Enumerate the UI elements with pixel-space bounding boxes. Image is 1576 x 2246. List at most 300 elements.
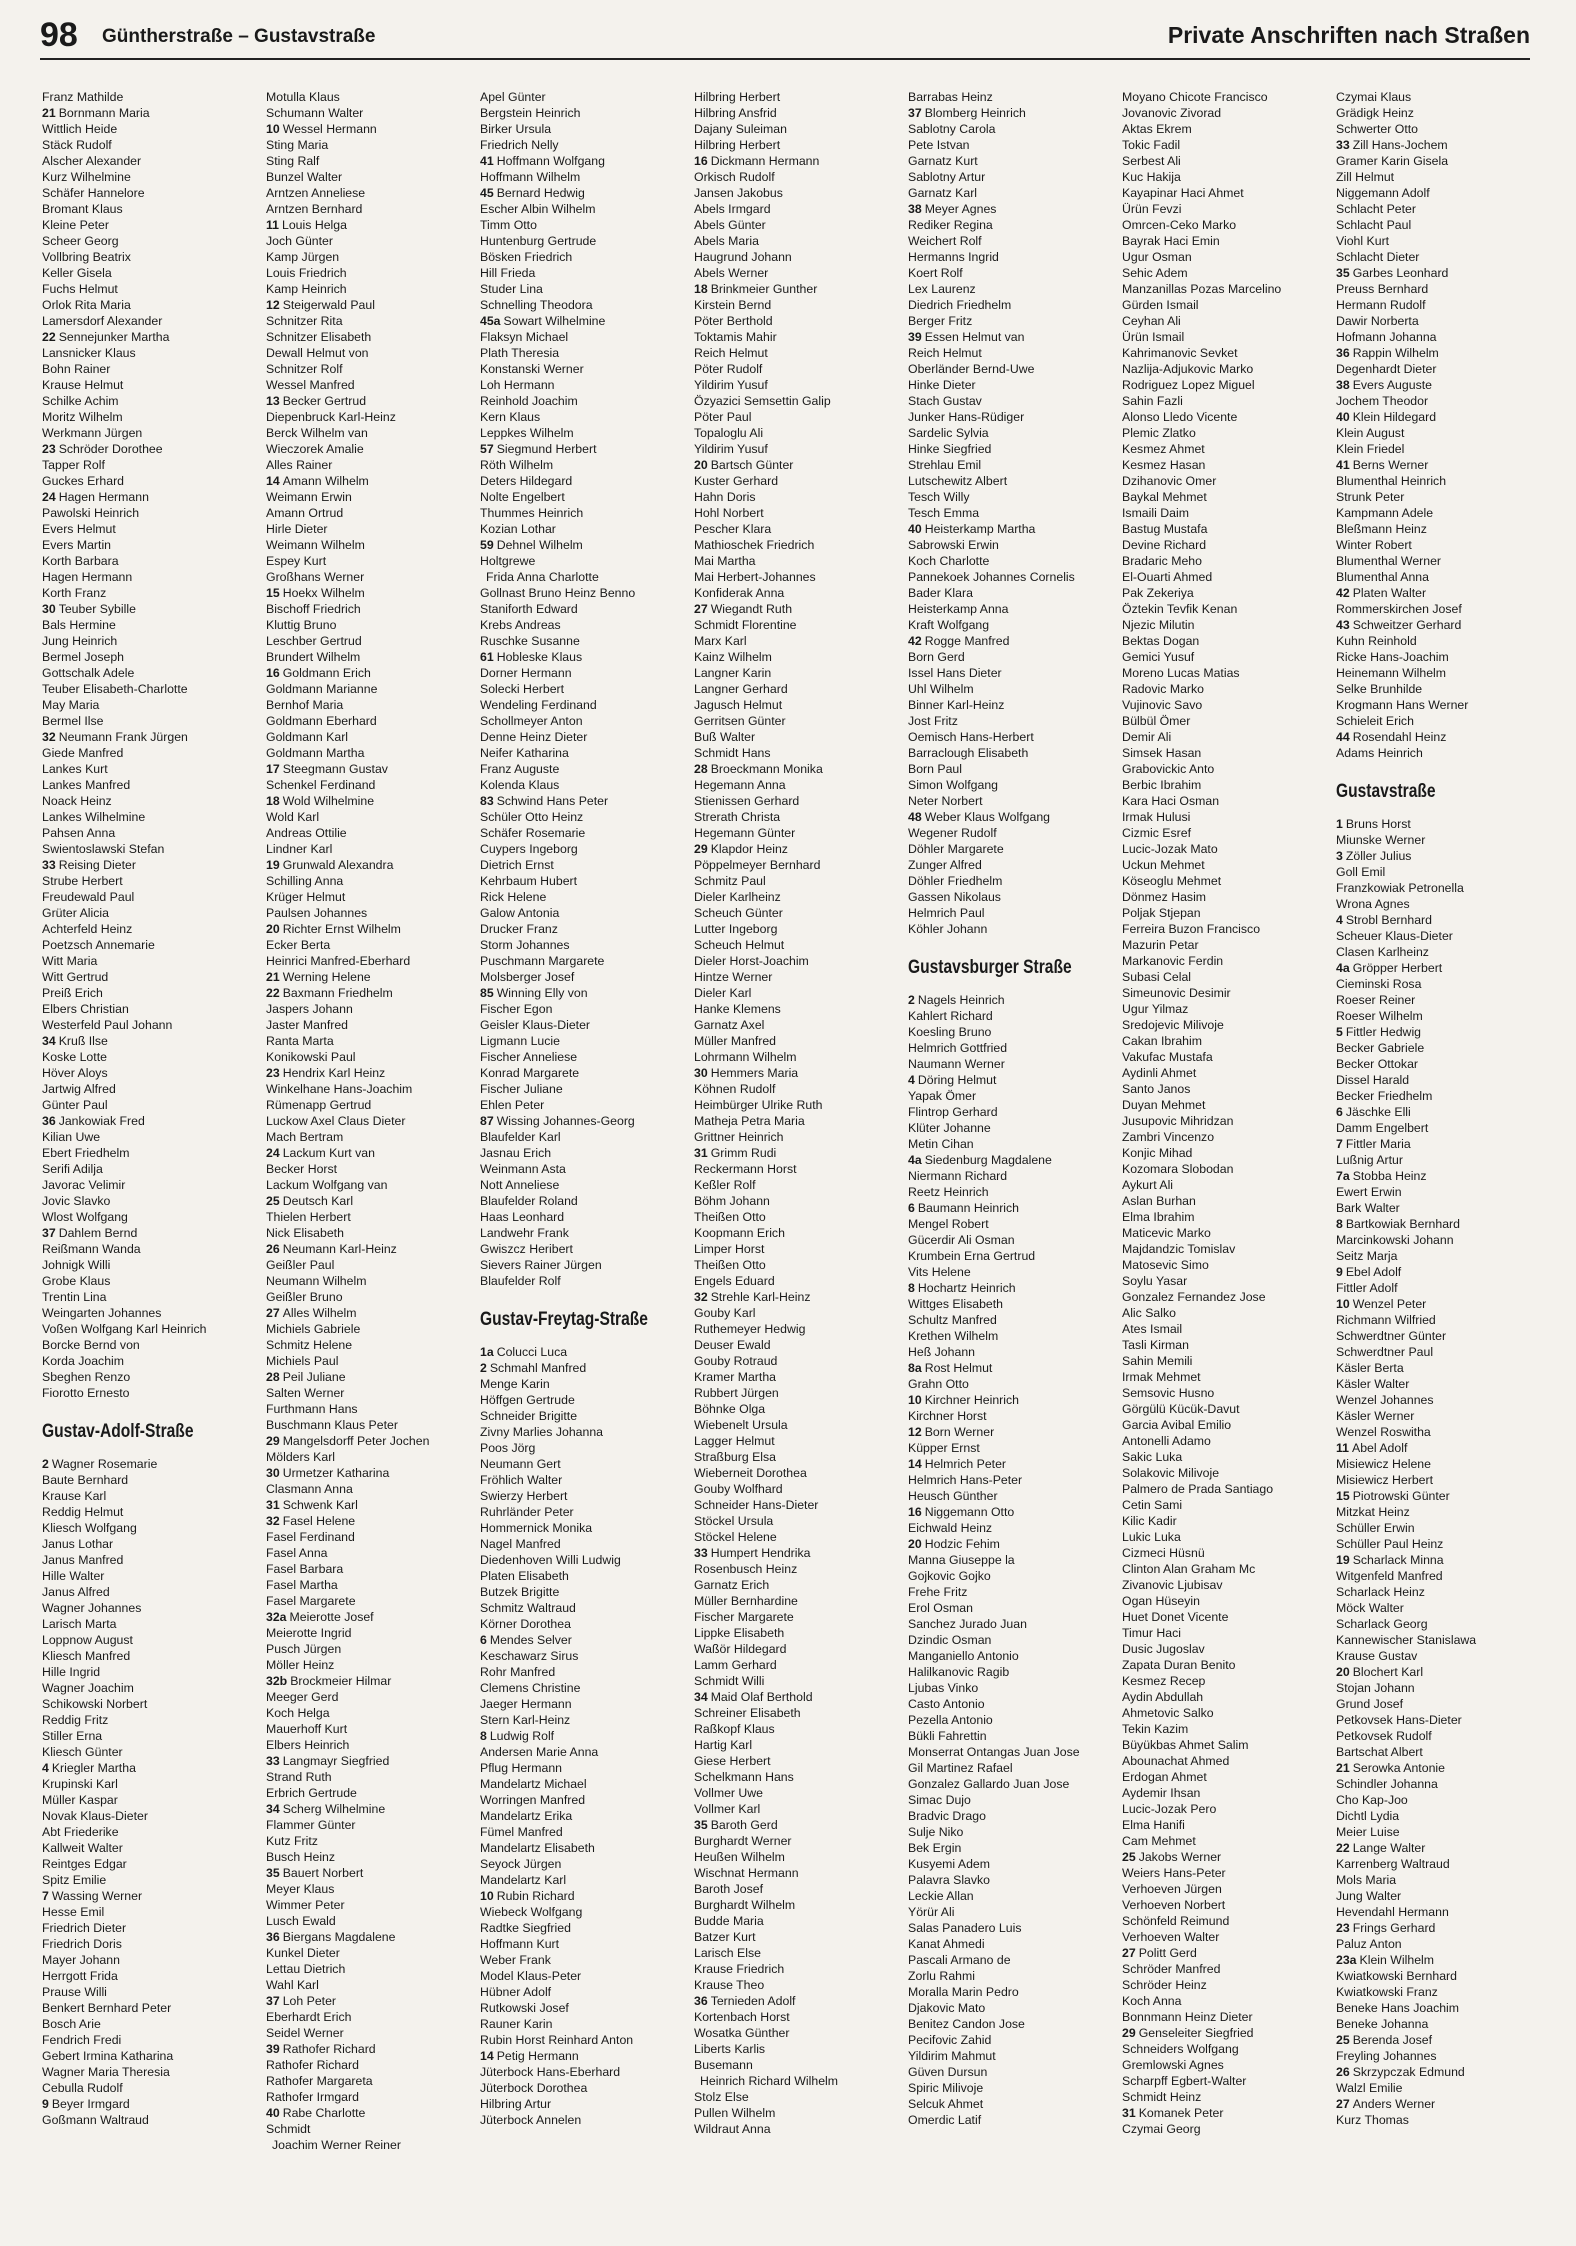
resident-name: Scharlack Minna bbox=[1352, 1553, 1444, 1567]
resident-name: Weimann Wilhelm bbox=[266, 538, 365, 552]
directory-entry bbox=[694, 1929, 904, 1945]
directory-entry bbox=[694, 1561, 904, 1577]
directory-column bbox=[1122, 89, 1332, 2229]
directory-entry bbox=[480, 2064, 690, 2080]
resident-name: Ricke Hans-Joachim bbox=[1336, 650, 1449, 664]
house-number: 16 bbox=[694, 154, 708, 168]
directory-entry bbox=[908, 377, 1118, 393]
directory-entry bbox=[694, 505, 904, 521]
directory-entry bbox=[694, 1705, 904, 1721]
resident-name: Meeger Gerd bbox=[266, 1690, 339, 1704]
directory-entry bbox=[1336, 832, 1546, 848]
resident-name: Joch Günter bbox=[266, 234, 333, 248]
directory-entry bbox=[1122, 537, 1332, 553]
resident-name: Yildirim Yusuf bbox=[694, 442, 768, 456]
resident-name: Gerritsen Günter bbox=[694, 714, 786, 728]
directory-entry bbox=[266, 1817, 476, 1833]
resident-name: Goßmann Waltraud bbox=[42, 2113, 149, 2127]
directory-entry bbox=[1336, 1312, 1546, 1328]
resident-name: Bartkowiak Bernhard bbox=[1345, 1217, 1460, 1231]
directory-entry bbox=[480, 1984, 690, 2000]
house-number: 2 bbox=[42, 1457, 49, 1471]
directory-entry bbox=[1122, 857, 1332, 873]
house-number: 14 bbox=[908, 1457, 922, 1471]
resident-name: Moyano Chicote Francisco bbox=[1122, 90, 1268, 104]
resident-name: Reinhold Joachim bbox=[480, 394, 578, 408]
directory-entry bbox=[1122, 569, 1332, 585]
resident-name: Klein Wilhelm bbox=[1359, 1953, 1435, 1967]
directory-entry bbox=[266, 313, 476, 329]
directory-entry bbox=[694, 1289, 904, 1305]
directory-entry bbox=[1122, 1657, 1332, 1673]
directory-entry bbox=[694, 1433, 904, 1449]
resident-name: Garnatz Erich bbox=[694, 1578, 770, 1592]
resident-name: Fischer Anneliese bbox=[480, 1050, 578, 1064]
resident-name: Fischer Margarete bbox=[694, 1610, 794, 1624]
directory-entry bbox=[480, 1632, 690, 1648]
resident-name: Studer Lina bbox=[480, 282, 543, 296]
resident-name: Friedrich Doris bbox=[42, 1937, 122, 1951]
resident-name: Nott Anneliese bbox=[480, 1178, 560, 1192]
directory-entry bbox=[908, 793, 1118, 809]
directory-entry bbox=[480, 1760, 690, 1776]
resident-name: Kern Klaus bbox=[480, 410, 541, 424]
directory-entry bbox=[1336, 601, 1546, 617]
directory-entry bbox=[694, 1257, 904, 1273]
resident-name: Heußen Wilhelm bbox=[694, 1850, 785, 1864]
directory-entry bbox=[480, 617, 690, 633]
directory-entry bbox=[480, 505, 690, 521]
resident-name: Swientoslawski Stefan bbox=[42, 842, 165, 856]
resident-name: Ceyhan Ali bbox=[1122, 314, 1181, 328]
directory-entry bbox=[42, 1632, 252, 1648]
directory-entry bbox=[1336, 1008, 1546, 1024]
directory-entry bbox=[908, 1568, 1118, 1584]
directory-entry bbox=[908, 1184, 1118, 1200]
resident-name: Goldmann Martha bbox=[266, 746, 365, 760]
directory-entry bbox=[1336, 665, 1546, 681]
resident-name: Öztekin Tevfik Kenan bbox=[1122, 602, 1238, 616]
resident-name: Becker Gabriele bbox=[1336, 1041, 1425, 1055]
directory-entry bbox=[1122, 185, 1332, 201]
resident-name: Schweitzer Gerhard bbox=[1352, 618, 1462, 632]
resident-name: Noack Heinz bbox=[42, 794, 112, 808]
directory-entry bbox=[480, 105, 690, 121]
directory-entry bbox=[1122, 2073, 1332, 2089]
resident-name: Nagel Manfred bbox=[480, 1537, 561, 1551]
directory-entry bbox=[1122, 2057, 1332, 2073]
house-number: 5 bbox=[1336, 1025, 1343, 1039]
resident-name: Simon Wolfgang bbox=[908, 778, 998, 792]
resident-name: Hanke Klemens bbox=[694, 1002, 781, 1016]
directory-entry bbox=[42, 937, 252, 953]
directory-entry bbox=[1336, 265, 1546, 281]
directory-entry bbox=[480, 2048, 690, 2064]
resident-name: Leckie Allan bbox=[908, 1889, 974, 1903]
directory-entry bbox=[1122, 1801, 1332, 1817]
resident-name: Zivny Marlies Johanna bbox=[480, 1425, 604, 1439]
resident-name: Freudewald Paul bbox=[42, 890, 135, 904]
resident-name: Berger Fritz bbox=[908, 314, 973, 328]
resident-name: Witt Gertrud bbox=[42, 970, 109, 984]
directory-entry bbox=[1336, 1168, 1546, 1184]
resident-name: Röth Wilhelm bbox=[480, 458, 554, 472]
directory-entry bbox=[1122, 1017, 1332, 1033]
resident-name: Theißen Otto bbox=[694, 1210, 766, 1224]
directory-entry bbox=[908, 992, 1118, 1008]
directory-entry bbox=[908, 1616, 1118, 1632]
directory-entry bbox=[694, 201, 904, 217]
directory-entry bbox=[480, 1728, 690, 1744]
resident-name: Rubin Richard bbox=[496, 1889, 575, 1903]
directory-entry bbox=[42, 809, 252, 825]
directory-entry bbox=[1336, 1440, 1546, 1456]
directory-entry bbox=[908, 1632, 1118, 1648]
resident-name: Sehic Adem bbox=[1122, 266, 1188, 280]
directory-entry bbox=[694, 1641, 904, 1657]
resident-name: Heinemann Wilhelm bbox=[1336, 666, 1447, 680]
directory-entry bbox=[908, 457, 1118, 473]
directory-entry bbox=[1122, 505, 1332, 521]
resident-name: Pascali Armano de bbox=[908, 1953, 1011, 1967]
directory-entry bbox=[908, 1824, 1118, 1840]
directory-entry bbox=[694, 1481, 904, 1497]
resident-name: Jung Walter bbox=[1336, 1889, 1402, 1903]
house-number: 37 bbox=[908, 106, 922, 120]
resident-name: Prause Willi bbox=[42, 1985, 107, 1999]
directory-entry bbox=[42, 1824, 252, 1840]
resident-name: Wlost Wolfgang bbox=[42, 1210, 128, 1224]
directory-entry bbox=[694, 1865, 904, 1881]
resident-name: Schmidt Hans bbox=[694, 746, 771, 760]
resident-name: Janus Lothar bbox=[42, 1537, 114, 1551]
directory-entry bbox=[266, 1673, 476, 1689]
resident-name: Reetz Heinrich bbox=[908, 1185, 989, 1199]
directory-entry bbox=[480, 1680, 690, 1696]
resident-name: Richter Ernst Wilhelm bbox=[282, 922, 401, 936]
house-number: 36 bbox=[694, 1994, 708, 2008]
resident-name: Bauert Norbert bbox=[282, 1866, 364, 1880]
directory-entry bbox=[908, 1760, 1118, 1776]
resident-name: Nagels Heinrich bbox=[917, 993, 1005, 1007]
directory-entry bbox=[480, 1920, 690, 1936]
directory-entry bbox=[480, 1904, 690, 1920]
directory-entry bbox=[694, 1737, 904, 1753]
directory-entry bbox=[694, 1161, 904, 1177]
resident-name: Verhoeven Jürgen bbox=[1122, 1882, 1222, 1896]
resident-name: Brundert Wilhelm bbox=[266, 650, 361, 664]
directory-entry bbox=[1122, 2025, 1332, 2041]
resident-name: Matheja Petra Maria bbox=[694, 1114, 805, 1128]
resident-name: Alles Rainer bbox=[266, 458, 333, 472]
directory-entry bbox=[42, 1353, 252, 1369]
resident-name: Demir Ali bbox=[1122, 730, 1172, 744]
directory-entry bbox=[42, 617, 252, 633]
resident-name: Reddig Fritz bbox=[42, 1713, 109, 1727]
resident-name: Hermanns Ingrid bbox=[908, 250, 999, 264]
directory-entry bbox=[266, 1577, 476, 1593]
directory-entry bbox=[908, 1456, 1118, 1472]
resident-name: Heusch Günther bbox=[908, 1489, 998, 1503]
directory-entry bbox=[42, 745, 252, 761]
house-number: 32 bbox=[266, 1514, 280, 1528]
resident-name: Sulje Niko bbox=[908, 1825, 964, 1839]
directory-entry bbox=[908, 873, 1118, 889]
house-number: 21 bbox=[42, 106, 56, 120]
resident-name: Pete Istvan bbox=[908, 138, 970, 152]
house-number: 11 bbox=[1336, 1441, 1349, 1455]
directory-entry bbox=[1336, 617, 1546, 633]
directory-entry bbox=[266, 857, 476, 873]
directory-entry bbox=[694, 377, 904, 393]
resident-name: Luckow Axel Claus Dieter bbox=[266, 1114, 406, 1128]
directory-entry bbox=[1336, 1872, 1546, 1888]
directory-entry bbox=[694, 2009, 904, 2025]
directory-entry bbox=[1122, 1833, 1332, 1849]
resident-name: Drucker Franz bbox=[480, 922, 558, 936]
directory-entry bbox=[42, 1728, 252, 1744]
directory-entry bbox=[480, 1065, 690, 1081]
resident-name: Burghardt Wilhelm bbox=[694, 1898, 796, 1912]
directory-entry bbox=[694, 729, 904, 745]
directory-entry bbox=[694, 1209, 904, 1225]
directory-entry bbox=[1122, 1513, 1332, 1529]
directory-entry bbox=[908, 697, 1118, 713]
resident-name: Baute Bernhard bbox=[42, 1473, 129, 1487]
resident-name: Kampmann Adele bbox=[1336, 506, 1434, 520]
directory-entry bbox=[480, 905, 690, 921]
directory-entry bbox=[908, 1648, 1118, 1664]
resident-name: Lusch Ewald bbox=[266, 1914, 336, 1928]
resident-name: Goldmann Eberhard bbox=[266, 714, 377, 728]
resident-name: Strand Ruth bbox=[266, 1770, 332, 1784]
resident-name: Schröder Dorothee bbox=[58, 442, 163, 456]
directory-entry bbox=[1122, 1097, 1332, 1113]
directory-entry bbox=[1336, 745, 1546, 761]
directory-entry bbox=[42, 1536, 252, 1552]
resident-name: Wagner Rosemarie bbox=[51, 1457, 158, 1471]
resident-name: Lagger Helmut bbox=[694, 1434, 775, 1448]
resident-name: Schultz Manfred bbox=[908, 1313, 997, 1327]
house-number: 34 bbox=[266, 1802, 280, 1816]
directory-entry bbox=[42, 1792, 252, 1808]
directory-entry bbox=[908, 1024, 1118, 1040]
directory-entry bbox=[266, 1609, 476, 1625]
resident-name: Busemann bbox=[694, 2058, 753, 2072]
directory-entry bbox=[480, 1440, 690, 1456]
directory-entry bbox=[480, 1584, 690, 1600]
resident-name: Petig Hermann bbox=[496, 2049, 579, 2063]
directory-entry bbox=[480, 1488, 690, 1504]
house-number: 16 bbox=[266, 666, 280, 680]
resident-name: Schneider Hans-Dieter bbox=[694, 1498, 819, 1512]
resident-name: Werning Helene bbox=[282, 970, 371, 984]
directory-entry bbox=[694, 1081, 904, 1097]
house-number: 35 bbox=[694, 1818, 708, 1832]
resident-name: Hille Walter bbox=[42, 1569, 105, 1583]
directory-entry bbox=[42, 585, 252, 601]
directory-entry bbox=[1336, 1392, 1546, 1408]
directory-entry bbox=[42, 1952, 252, 1968]
resident-name: Grüter Alicia bbox=[42, 906, 109, 920]
resident-name: Neter Norbert bbox=[908, 794, 983, 808]
directory-entry bbox=[1336, 864, 1546, 880]
directory-entry bbox=[1336, 1664, 1546, 1680]
resident-name: Ürün Fevzi bbox=[1122, 202, 1182, 216]
directory-entry bbox=[1122, 1993, 1332, 2009]
resident-name: Bergstein Heinrich bbox=[480, 106, 581, 120]
house-number: 15 bbox=[266, 586, 280, 600]
resident-name: Trentin Lina bbox=[42, 1290, 107, 1304]
directory-entry bbox=[1122, 1353, 1332, 1369]
directory-entry bbox=[480, 537, 690, 553]
resident-name: Platen Elisabeth bbox=[480, 1569, 569, 1583]
directory-entry bbox=[694, 777, 904, 793]
resident-name: Kara Haci Osman bbox=[1122, 794, 1220, 808]
resident-name: Naumann Werner bbox=[908, 1057, 1005, 1071]
house-number: 33 bbox=[1336, 138, 1350, 152]
directory-entry bbox=[480, 1017, 690, 1033]
directory-entry bbox=[1122, 489, 1332, 505]
resident-name: Kliesch Manfred bbox=[42, 1649, 131, 1663]
directory-entry bbox=[694, 1945, 904, 1961]
resident-name: Ogan Hüseyin bbox=[1122, 1594, 1200, 1608]
directory-entry bbox=[480, 361, 690, 377]
resident-name: Lex Laurenz bbox=[908, 282, 976, 296]
directory-entry bbox=[1122, 249, 1332, 265]
house-number: 10 bbox=[480, 1889, 494, 1903]
resident-name: Vollmer Karl bbox=[694, 1802, 761, 1816]
resident-name: Wrona Agnes bbox=[1336, 897, 1410, 911]
directory-entry bbox=[908, 1280, 1118, 1296]
directory-entry bbox=[480, 1273, 690, 1289]
directory-entry bbox=[908, 905, 1118, 921]
directory-entry bbox=[1122, 713, 1332, 729]
directory-entry bbox=[480, 697, 690, 713]
directory-entry bbox=[1122, 377, 1332, 393]
resident-name: Goll Emil bbox=[1336, 865, 1386, 879]
directory-entry bbox=[42, 1033, 252, 1049]
directory-entry bbox=[1336, 1344, 1546, 1360]
house-number: 12 bbox=[908, 1425, 922, 1439]
directory-entry bbox=[42, 601, 252, 617]
resident-name: Manzanillas Pozas Marcelino bbox=[1122, 282, 1282, 296]
resident-name: Mandelartz Erika bbox=[480, 1809, 573, 1823]
directory-entry bbox=[1336, 2096, 1546, 2112]
directory-entry bbox=[480, 441, 690, 457]
directory-entry bbox=[908, 1504, 1118, 1520]
directory-entry bbox=[480, 2096, 690, 2112]
directory-entry bbox=[266, 2121, 476, 2137]
directory-entry bbox=[42, 1808, 252, 1824]
resident-name: Keßler Rolf bbox=[694, 1178, 756, 1192]
house-number: 38 bbox=[1336, 378, 1350, 392]
directory-entry bbox=[1122, 1385, 1332, 1401]
resident-name: Meyer Klaus bbox=[266, 1882, 335, 1896]
directory-entry bbox=[908, 441, 1118, 457]
directory-entry bbox=[480, 521, 690, 537]
resident-name: Neumann Frank Jürgen bbox=[58, 730, 188, 744]
resident-name: Lange Walter bbox=[1352, 1841, 1426, 1855]
directory-entry bbox=[1122, 1033, 1332, 1049]
directory-entry bbox=[266, 1353, 476, 1369]
directory-entry bbox=[908, 2032, 1118, 2048]
directory-entry bbox=[480, 201, 690, 217]
resident-name: Helmrich Peter bbox=[924, 1457, 1007, 1471]
resident-name: Scharlack Heinz bbox=[1336, 1585, 1425, 1599]
directory-entry bbox=[266, 825, 476, 841]
directory-entry bbox=[480, 1520, 690, 1536]
directory-entry bbox=[266, 1081, 476, 1097]
resident-name: Käsler Werner bbox=[1336, 1409, 1415, 1423]
resident-name: Abels Irmgard bbox=[694, 202, 771, 216]
resident-name: Siedenburg Magdalene bbox=[924, 1153, 1052, 1167]
directory-entry bbox=[480, 185, 690, 201]
directory-entry bbox=[1336, 912, 1546, 928]
directory-entry bbox=[1122, 361, 1332, 377]
house-number: 45 bbox=[480, 186, 494, 200]
directory-entry bbox=[266, 649, 476, 665]
resident-name: Wittges Elisabeth bbox=[908, 1297, 1004, 1311]
resident-name: Gramer Karin Gisela bbox=[1336, 154, 1449, 168]
directory-entry bbox=[1122, 1721, 1332, 1737]
directory-entry bbox=[908, 841, 1118, 857]
resident-name: Genseleiter Siegfried bbox=[1138, 2026, 1254, 2040]
resident-name: Stojan Johann bbox=[1336, 1681, 1415, 1695]
resident-name: Wold Wilhelmine bbox=[282, 794, 375, 808]
resident-name: Wiebenelt Ursula bbox=[694, 1418, 788, 1432]
resident-name: Mölders Karl bbox=[266, 1450, 336, 1464]
house-number: 83 bbox=[480, 794, 494, 808]
directory-entry bbox=[1336, 633, 1546, 649]
resident-name: Körner Dorothea bbox=[480, 1617, 571, 1631]
directory-entry bbox=[694, 569, 904, 585]
house-number: 27 bbox=[1122, 1946, 1136, 1960]
resident-name: Pöter Rudolf bbox=[694, 362, 763, 376]
directory-entry bbox=[42, 857, 252, 873]
resident-name: Winkelhane Hans-Joachim bbox=[266, 1082, 413, 1096]
directory-entry bbox=[266, 1865, 476, 1881]
directory-entry bbox=[694, 889, 904, 905]
directory-entry bbox=[480, 553, 690, 569]
directory-entry bbox=[42, 1209, 252, 1225]
resident-name: Zill Helmut bbox=[1336, 170, 1395, 184]
house-number: 6 bbox=[480, 1633, 487, 1647]
directory-entry bbox=[42, 569, 252, 585]
directory-entry bbox=[42, 297, 252, 313]
resident-name: Fasel Ferdinand bbox=[266, 1530, 355, 1544]
resident-name: Brinkmeier Gunther bbox=[710, 282, 818, 296]
resident-name: Borcke Bernd von bbox=[42, 1338, 140, 1352]
resident-name: Markanovic Ferdin bbox=[1122, 954, 1224, 968]
resident-name: Rubbert Jürgen bbox=[694, 1386, 779, 1400]
resident-name: Landwehr Frank bbox=[480, 1226, 569, 1240]
resident-name: Baumann Heinrich bbox=[917, 1201, 1020, 1215]
resident-name: Tesch Willy bbox=[908, 490, 970, 504]
house-number: 13 bbox=[266, 394, 280, 408]
resident-name: Schröder Manfred bbox=[1122, 1962, 1221, 1976]
resident-name: Döhler Friedhelm bbox=[908, 874, 1003, 888]
resident-name: Hegemann Günter bbox=[694, 826, 796, 840]
resident-name: Lindner Karl bbox=[266, 842, 333, 856]
directory-entry bbox=[266, 1337, 476, 1353]
directory-entry bbox=[908, 1328, 1118, 1344]
resident-name: Fuchs Helmut bbox=[42, 282, 118, 296]
directory-entry bbox=[480, 777, 690, 793]
directory-entry bbox=[908, 1872, 1118, 1888]
directory-entry bbox=[480, 393, 690, 409]
directory-entry bbox=[694, 1753, 904, 1769]
